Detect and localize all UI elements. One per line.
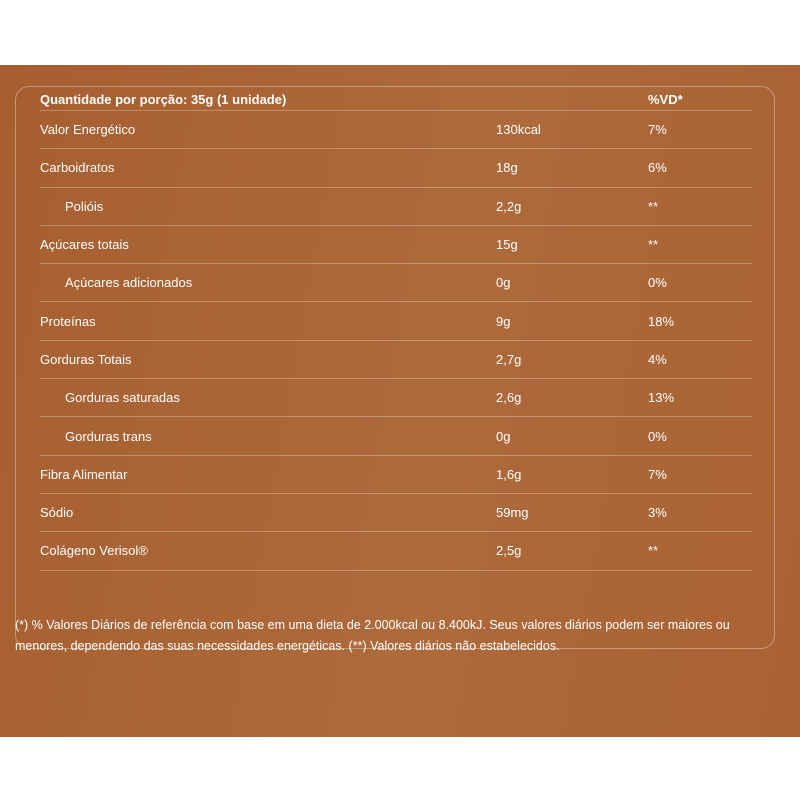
nutrient-vd: 18% xyxy=(648,313,675,329)
nutrient-name: Valor Energético xyxy=(40,122,136,138)
nutrient-name: Carboidratos xyxy=(40,160,115,176)
table-row-acucares-adicionados xyxy=(40,263,752,301)
nutrient-name: Açúcares totais xyxy=(40,237,129,253)
nutrition-table xyxy=(40,88,752,571)
nutrient-name: Gorduras trans xyxy=(65,428,152,444)
nutrient-name: Fibra Alimentar xyxy=(40,466,128,482)
nutrient-vd: ** xyxy=(648,237,659,253)
nutrient-vd: 4% xyxy=(648,351,667,367)
nutrient-name: Gorduras saturadas xyxy=(65,390,180,406)
nutrient-quantity: 2,7g xyxy=(496,351,522,367)
nutrient-vd: 13% xyxy=(648,390,675,406)
table-row-carboidratos xyxy=(40,148,752,186)
table-row-valor-energetico xyxy=(40,110,752,148)
nutrient-name: Colágeno Verisol® xyxy=(40,543,148,559)
serving-size-header: Quantidade por porção: 35g (1 unidade) xyxy=(40,91,287,107)
nutrient-name: Polióis xyxy=(65,198,104,214)
vd-header: %VD* xyxy=(648,91,683,107)
nutrient-vd: 6% xyxy=(648,160,667,176)
nutrient-vd: 7% xyxy=(648,466,667,482)
table-row-poliois xyxy=(40,187,752,225)
nutrient-vd: 0% xyxy=(648,275,667,291)
table-row-sodio xyxy=(40,493,752,531)
nutrient-name: Sódio xyxy=(40,505,74,521)
table-row-fibra-alimentar xyxy=(40,455,752,493)
nutrient-quantity: 15g xyxy=(496,237,518,253)
table-header-row xyxy=(40,88,752,110)
nutrient-quantity: 59mg xyxy=(496,505,529,521)
table-row-gorduras-trans xyxy=(40,416,752,454)
nutrient-quantity: 1,6g xyxy=(496,466,522,482)
nutrient-quantity: 2,6g xyxy=(496,390,522,406)
nutrient-quantity: 18g xyxy=(496,160,518,176)
nutrient-vd: 0% xyxy=(648,428,667,444)
table-row-gorduras-saturadas xyxy=(40,378,752,416)
nutrient-quantity: 2,2g xyxy=(496,198,522,214)
nutrient-vd: 7% xyxy=(648,122,667,138)
nutrient-name: Açúcares adicionados xyxy=(65,275,193,291)
table-title: TABELA NUTRICIONAL xyxy=(40,49,255,70)
table-row-colageno-verisol xyxy=(40,531,752,570)
nutrient-quantity: 2,5g xyxy=(496,543,522,559)
nutrient-vd: 3% xyxy=(648,505,667,521)
footnote: (*) % Valores Diários de referência com base em uma dieta de 2.000kcal ou 8.400kJ. Seus valores diários podem ser maiores ou menores, dependendo das suas necessidades energéticas. (**) Valores diários não estabelecidos. xyxy=(15,618,730,653)
nutrient-vd: ** xyxy=(648,543,659,559)
nutrient-name: Gorduras Totais xyxy=(40,351,132,367)
table-row-acucares-totais xyxy=(40,225,752,263)
table-row-proteinas xyxy=(40,301,752,339)
table-row-gorduras-totais xyxy=(40,340,752,378)
nutrient-vd: ** xyxy=(648,198,659,214)
nutrient-quantity: 9g xyxy=(496,313,511,329)
nutrient-name: Proteínas xyxy=(40,313,96,329)
nutrient-quantity: 130kcal xyxy=(496,122,541,138)
nutrient-quantity: 0g xyxy=(496,428,511,444)
nutrient-quantity: 0g xyxy=(496,275,511,291)
